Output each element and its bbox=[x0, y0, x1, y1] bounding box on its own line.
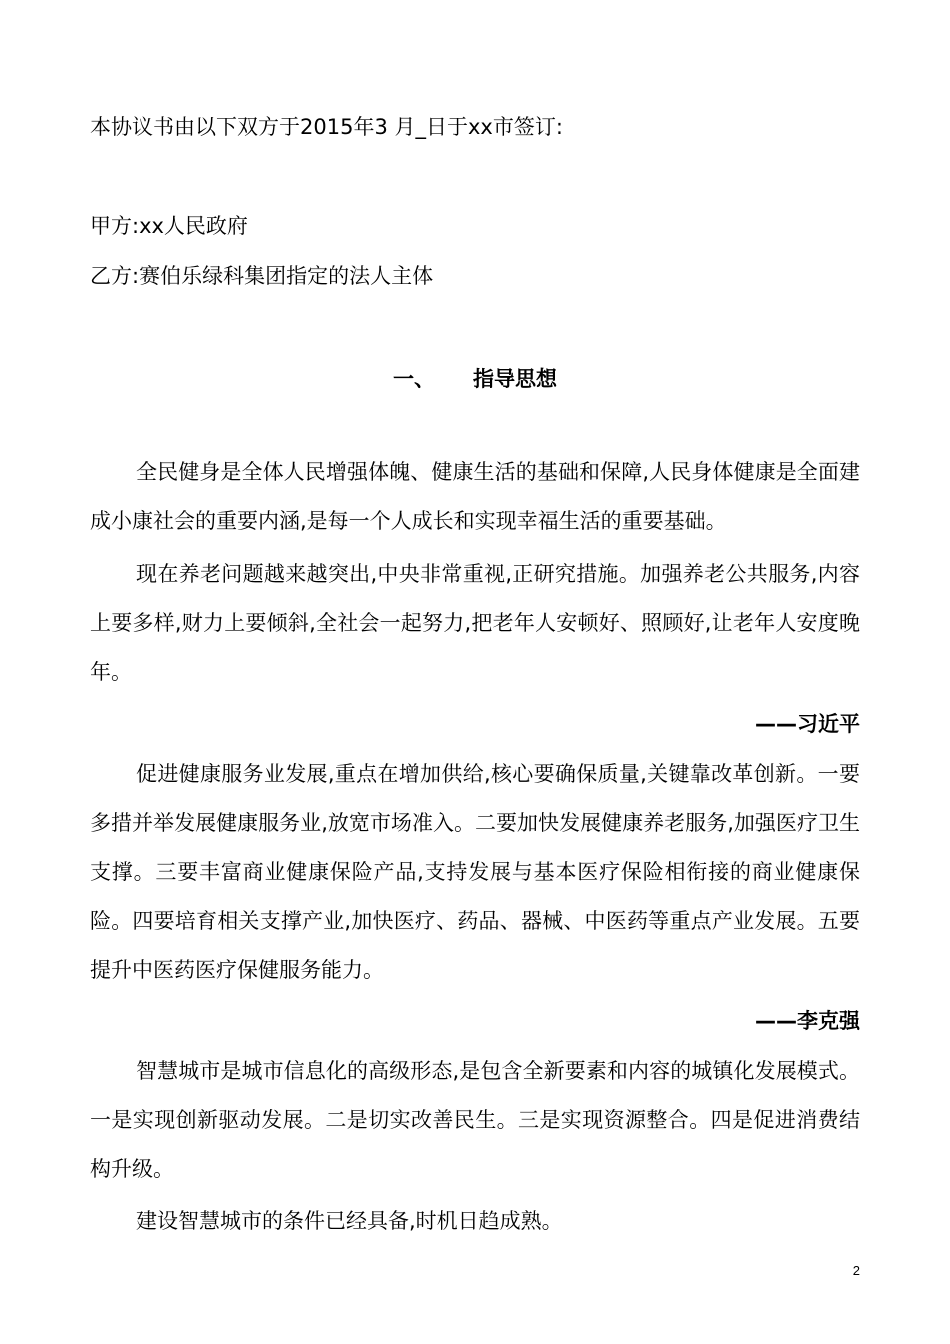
party-b: 乙方:赛伯乐绿科集团指定的法人主体 bbox=[90, 264, 434, 288]
paragraph-elderly-care: 现在养老问题越来越突出,中央非常重视,正研究措施。加强养老公共服务,内容上要多样,财力上要倾斜,全社会一起努力,把老年人安顿好、照顾好,让老年人安度晚年。 bbox=[90, 562, 860, 684]
paragraph-conditions: 建设智慧城市的条件已经具备,时机日趋成熟。 bbox=[136, 1209, 563, 1233]
paragraph-smart-city: 智慧城市是城市信息化的高级形态,是包含全新要素和内容的城镇化发展模式。一是实现创新驱动发展。二是切实改善民生。三是实现资源整合。四是促进消费结构升级。 bbox=[90, 1059, 860, 1181]
section-heading bbox=[0, 363, 950, 393]
party-a: 甲方:xx人民政府 bbox=[90, 214, 248, 238]
signature-li: ——李克强 bbox=[755, 1009, 860, 1033]
page-number: 2 bbox=[852, 1263, 860, 1278]
signature-xi: ——习近平 bbox=[755, 712, 860, 736]
section-number: 一、 bbox=[393, 367, 435, 391]
paragraph-health-services: 促进健康服务业发展,重点在增加供给,核心要确保质量,关键靠改革创新。一要多措并举发展健康服务业,放宽市场准入。二要加快发展健康养老服务,加强医疗卫生支撑。三要丰富商业健康保险产品,支持发展与基本医疗保险相衔接的商业健康保险。四要培育相关支撑产业,加快医疗、药品、器械、中医药等重点产业发展。五要提升中医药医疗保健服务能力。 bbox=[90, 762, 860, 982]
section-title: 指导思想 bbox=[473, 367, 557, 391]
signing-line: 本协议书由以下双方于2015年3 月_日于xx市签订: bbox=[90, 115, 563, 139]
paragraph-fitness: 全民健身是全体人民增强体魄、健康生活的基础和保障,人民身体健康是全面建成小康社会的重要内涵,是每一个人成长和实现幸福生活的重要基础。 bbox=[90, 460, 860, 533]
